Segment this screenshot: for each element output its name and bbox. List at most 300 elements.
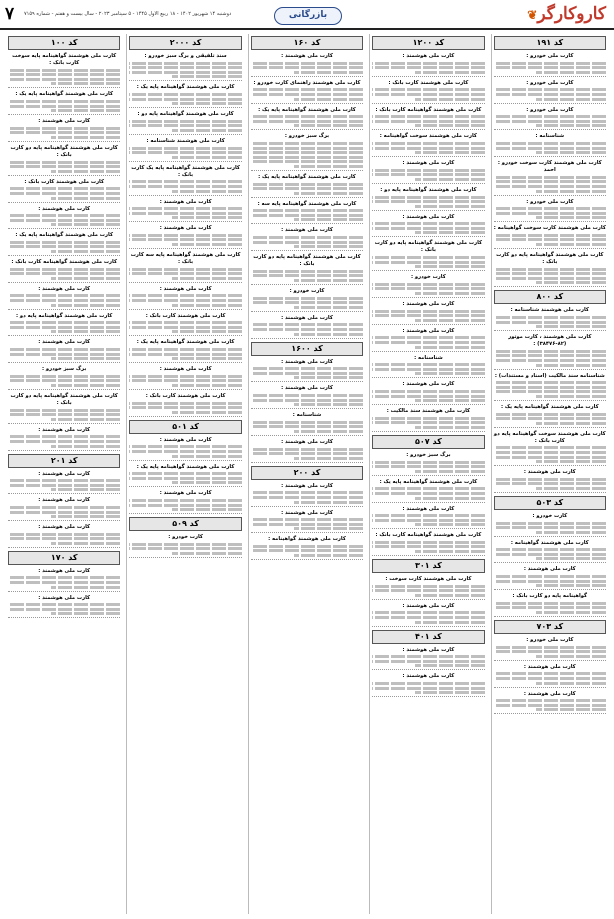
text-line xyxy=(372,227,484,230)
text-line xyxy=(494,180,606,183)
text-line xyxy=(172,552,242,555)
ad-body xyxy=(8,435,120,447)
classified-ad xyxy=(8,471,120,495)
classified-ad xyxy=(251,227,363,251)
text-line xyxy=(415,292,485,295)
text-line xyxy=(8,299,120,302)
text-line xyxy=(372,93,484,96)
classified-ad xyxy=(251,510,363,534)
ad-body xyxy=(494,522,606,534)
text-line xyxy=(51,542,121,545)
ad-body xyxy=(8,161,120,173)
ad-body xyxy=(251,491,363,503)
code-header: کد ۵۰۹ xyxy=(129,517,241,531)
text-line xyxy=(536,708,606,711)
text-line xyxy=(494,672,606,675)
ad-title: کارت ملی هوشمند کارت سوخت خودرو : احمد xyxy=(497,160,602,174)
text-line xyxy=(494,142,606,145)
text-line xyxy=(372,687,484,690)
text-line xyxy=(129,477,241,480)
text-line xyxy=(372,395,484,398)
ad-title: کارت ملی هوشمند : xyxy=(159,198,212,205)
text-line xyxy=(372,120,484,123)
text-line xyxy=(251,496,363,499)
text-line xyxy=(8,576,120,579)
ad-title: کارت ملی هوشمند : xyxy=(281,53,333,59)
ad-body xyxy=(8,187,120,199)
text-line xyxy=(129,185,241,188)
ad-title: کارت ملی هوشمند : xyxy=(38,118,91,125)
text-line xyxy=(372,256,484,259)
text-line xyxy=(172,190,242,193)
column xyxy=(491,34,608,914)
text-line xyxy=(129,180,241,183)
ad-title: شناسنامه سند مالکیت (اسناد و مستندات) : xyxy=(494,372,605,379)
ad-body xyxy=(494,176,606,193)
ad-body xyxy=(494,88,606,100)
text-line xyxy=(415,497,485,500)
text-line xyxy=(251,187,363,190)
text-line xyxy=(129,294,241,297)
classified-ad xyxy=(494,513,606,537)
ad-body xyxy=(372,682,484,694)
ad-body xyxy=(372,655,484,667)
ad-body xyxy=(129,472,241,484)
ad-title: کارت خودرو : xyxy=(532,512,568,519)
ad-body xyxy=(494,234,606,246)
text-line xyxy=(8,348,120,351)
classified-ad xyxy=(129,53,241,81)
text-line xyxy=(372,616,484,619)
text-line xyxy=(172,102,242,105)
classified-ad xyxy=(372,576,484,600)
classified-ad xyxy=(129,490,241,514)
text-line xyxy=(536,243,606,246)
classified-ad xyxy=(129,313,241,337)
text-line xyxy=(172,481,242,484)
text-line xyxy=(372,200,484,203)
ad-title: کارت ملی هوشمند : xyxy=(159,490,212,497)
ad-title: کارت ملی هوشمند : xyxy=(38,426,91,433)
ad-body xyxy=(372,88,484,100)
text-line xyxy=(251,301,363,304)
text-line xyxy=(251,328,363,331)
classified-ad xyxy=(129,225,241,249)
text-line xyxy=(129,234,241,237)
masthead-title: کاروکارگر xyxy=(537,4,606,24)
ad-title: کارت ملی هوشمند گواهینامه پایه یک : xyxy=(136,463,235,470)
classified-ad xyxy=(494,540,606,564)
ad-title: کارت ملی هوشمند : xyxy=(281,509,333,516)
text-line xyxy=(536,655,606,658)
ad-title: کارت ملی هوشمند : xyxy=(402,213,455,220)
text-line xyxy=(536,395,606,398)
text-line xyxy=(494,316,606,319)
classified-ad xyxy=(494,431,606,466)
classified-ad xyxy=(8,497,120,521)
code-header: کد ۱۰۰ xyxy=(8,36,120,50)
ad-body xyxy=(494,478,606,490)
text-line xyxy=(372,66,484,69)
text-line xyxy=(8,192,120,195)
text-line xyxy=(494,238,606,241)
text-line xyxy=(8,375,120,378)
column xyxy=(126,34,243,914)
ad-title: کارت ملی هوشمند شناسنامه : xyxy=(510,307,589,314)
text-line xyxy=(372,465,484,468)
ad-title: کارت خودرو : xyxy=(289,288,325,295)
text-line xyxy=(129,120,241,123)
text-line xyxy=(372,611,484,614)
text-line xyxy=(494,553,606,556)
text-line xyxy=(415,399,485,402)
text-line xyxy=(372,314,484,317)
ad-title: کارت ملی هوشمند گواهینامه پایه یک : xyxy=(379,478,478,485)
ad-title: کارت ملی هوشمند : xyxy=(402,301,455,308)
text-line xyxy=(372,421,484,424)
ad-title: کارت ملی هوشمند : xyxy=(402,673,455,680)
text-line xyxy=(536,216,606,219)
ad-body xyxy=(129,294,241,306)
column xyxy=(369,34,486,914)
text-line xyxy=(129,272,241,275)
text-line xyxy=(172,411,242,414)
ad-body xyxy=(494,381,606,398)
masthead-logo xyxy=(525,4,606,24)
ad-body xyxy=(129,93,241,105)
text-line xyxy=(8,214,120,217)
text-line xyxy=(294,457,364,460)
text-line xyxy=(129,326,241,329)
code-header: کد ۲۰۰۰ xyxy=(129,36,241,50)
text-line xyxy=(172,243,242,246)
ad-title: کارت ملی هوشمند : xyxy=(159,285,212,292)
text-line xyxy=(536,151,606,154)
ad-body xyxy=(372,62,484,74)
text-line xyxy=(172,330,242,333)
classified-ad xyxy=(129,339,241,363)
text-line xyxy=(294,554,364,557)
classified-ad xyxy=(129,534,241,558)
ad-body xyxy=(494,575,606,587)
ad-body xyxy=(251,62,363,74)
text-line xyxy=(415,205,485,208)
ad-body xyxy=(494,115,606,127)
classified-ad xyxy=(129,199,241,223)
text-line xyxy=(251,88,363,91)
ad-body xyxy=(372,585,484,597)
text-line xyxy=(415,426,485,429)
ad-title: کارت ملی هوشمند گواهینامه پایه یک : xyxy=(258,106,356,113)
ad-title: کارت ملی هوشمند : xyxy=(38,594,91,601)
classified-ad xyxy=(251,201,363,225)
text-line xyxy=(129,212,241,215)
code-header: کد ۲۰۱ xyxy=(8,454,120,468)
classified-ad xyxy=(251,133,363,171)
ad-title: کارت ملی هوشمند : xyxy=(281,385,333,392)
ad-body xyxy=(494,672,606,684)
text-line xyxy=(251,160,363,163)
ad-title: کارت ملی هوشمند : xyxy=(38,470,91,477)
text-line xyxy=(294,98,364,101)
ad-title: کارت خودرو : xyxy=(168,534,203,541)
text-line xyxy=(294,245,364,248)
text-line xyxy=(8,131,120,134)
text-line xyxy=(494,677,606,680)
text-line xyxy=(51,445,121,448)
text-line xyxy=(536,71,606,74)
text-line xyxy=(536,281,606,284)
ad-title: کارت ملی هوشمند : xyxy=(523,566,576,573)
text-line xyxy=(494,650,606,653)
text-line xyxy=(8,603,120,606)
classified-ad xyxy=(129,437,241,461)
text-line xyxy=(415,231,485,234)
text-line xyxy=(172,129,242,132)
text-line xyxy=(494,548,606,551)
ad-title: کارت ملی هوشمند گواهینامه پایه دو کارت بانک : xyxy=(253,254,361,268)
ad-title: کارت ملی هوشمند راهنمای کارت خودرو : xyxy=(253,79,361,86)
text-line xyxy=(129,499,241,502)
classified-ad xyxy=(8,427,120,451)
ad-title: کارت ملی هوشمند : xyxy=(281,482,333,489)
text-line xyxy=(8,219,120,222)
text-line xyxy=(294,403,364,406)
classified-ad xyxy=(494,160,606,195)
ad-title: کارت ملی هوشمند گواهینامه پایه دو : xyxy=(16,312,113,319)
classified-ad xyxy=(251,483,363,507)
classified-ad xyxy=(251,288,363,312)
text-line xyxy=(415,124,485,127)
ad-body xyxy=(129,543,241,555)
classified-ad xyxy=(8,118,120,142)
ad-body xyxy=(372,417,484,429)
text-line xyxy=(536,460,606,463)
ad-title: کارت ملی هوشمند گواهینامه پایه دو کارت بانک : xyxy=(10,144,118,158)
classified-ad xyxy=(372,381,484,405)
text-line xyxy=(172,75,242,78)
text-line xyxy=(251,241,363,244)
ad-body xyxy=(251,115,363,127)
ad-title: برگ سبز خودرو : xyxy=(406,451,451,458)
ad-body xyxy=(8,100,120,112)
ad-title: کارت ملی هوشمند سوخت گواهینامه پایه دو کارت بانک : xyxy=(493,430,606,444)
text-line xyxy=(372,487,484,490)
text-line xyxy=(494,350,606,353)
ad-body xyxy=(8,375,120,387)
classified-ad xyxy=(8,366,120,390)
text-line xyxy=(494,88,606,91)
text-line xyxy=(494,413,606,416)
code-header: کد ۱۶۰ xyxy=(251,36,363,50)
classified-ad xyxy=(8,179,120,203)
text-line xyxy=(536,190,606,193)
section-badge: بازرگانی xyxy=(274,7,342,25)
text-line xyxy=(8,511,120,514)
text-line xyxy=(129,147,241,150)
code-header: کد ۴۰۱ xyxy=(372,630,484,644)
text-line xyxy=(494,522,606,525)
classified-ad xyxy=(494,199,606,223)
ad-body xyxy=(494,142,606,154)
text-line xyxy=(251,367,363,370)
text-line xyxy=(294,71,364,74)
text-line xyxy=(372,655,484,658)
ad-title: کارت ملی هوشمند : xyxy=(402,646,455,653)
ad-title: کارت ملی هوشمند گواهینامه پایه سوخت کارت بانک : xyxy=(12,53,117,66)
text-line xyxy=(372,417,484,420)
text-line xyxy=(251,448,363,451)
ad-title: کارت ملی هوشمند : xyxy=(402,160,455,167)
text-line xyxy=(51,170,121,173)
text-line xyxy=(51,197,121,200)
ad-title: کارت ملی هوشمند گواهینامه کارت بانک : xyxy=(11,259,118,266)
ad-body xyxy=(8,603,120,615)
text-line xyxy=(372,287,484,290)
ad-body xyxy=(251,297,363,309)
classified-ad xyxy=(494,637,606,661)
text-line xyxy=(129,445,241,448)
text-line xyxy=(294,218,364,221)
text-line xyxy=(536,364,606,367)
classified-ad xyxy=(372,355,484,379)
text-line xyxy=(494,62,606,65)
code-header: کد ۵۰۱ xyxy=(129,420,241,434)
text-line xyxy=(172,455,242,458)
text-line xyxy=(129,321,241,324)
text-line xyxy=(494,212,606,215)
ad-body xyxy=(372,142,484,154)
classified-ad xyxy=(8,313,120,337)
ad-title: کارت ملی هوشمند : xyxy=(38,205,91,212)
text-line xyxy=(494,234,606,237)
classified-ad xyxy=(372,274,484,298)
ad-body xyxy=(251,142,363,168)
classified-ad xyxy=(494,225,606,249)
ad-title: کارت ملی هوشمند : xyxy=(523,469,576,476)
text-line xyxy=(494,602,606,605)
classified-ad xyxy=(129,84,241,108)
ad-title: کارت ملی هوشمند گواهینامه پایه یک : xyxy=(15,91,113,98)
classified-ad xyxy=(494,80,606,104)
text-line xyxy=(129,207,241,210)
text-line xyxy=(129,299,241,302)
text-line xyxy=(494,93,606,96)
ad-title: کارت ملی هوشمند گواهینامه پایه دو : xyxy=(137,111,234,118)
text-line xyxy=(494,120,606,123)
text-line xyxy=(494,478,606,481)
classified-ad xyxy=(372,452,484,476)
code-header: کد ۵۰۷ xyxy=(372,435,484,449)
ad-body xyxy=(129,62,241,79)
text-line xyxy=(129,543,241,546)
ad-title: گواهینامه پایه دو کارت بانک : xyxy=(512,593,588,600)
text-line xyxy=(129,71,241,74)
page-number: ۷ xyxy=(5,4,15,24)
ad-title: کارت ملی خودرو : xyxy=(526,53,574,59)
ad-title: کارت ملی هوشمند : xyxy=(402,53,455,59)
text-line xyxy=(8,409,120,412)
text-line xyxy=(494,277,606,280)
text-line xyxy=(372,62,484,65)
text-line xyxy=(536,325,606,328)
text-line xyxy=(8,187,120,190)
ad-body xyxy=(8,409,120,421)
ad-body xyxy=(8,294,120,306)
text-line xyxy=(8,100,120,103)
ad-title: کارت ملی هوشمند گواهینامه پایه یک کارت بانک : xyxy=(131,164,240,178)
classified-ad xyxy=(372,80,484,104)
classified-ad xyxy=(372,408,484,432)
text-line xyxy=(51,357,121,360)
classified-ad xyxy=(129,252,241,283)
ad-title: کارت ملی هوشمند گواهینامه پایه یک : xyxy=(15,232,113,239)
text-line xyxy=(251,120,363,123)
ad-body xyxy=(129,180,241,192)
text-line xyxy=(494,699,606,702)
text-line xyxy=(172,156,242,159)
text-line xyxy=(8,161,120,164)
text-line xyxy=(8,105,120,108)
text-line xyxy=(415,664,485,667)
code-header: کد ۸۰۰ xyxy=(494,290,606,304)
text-line xyxy=(415,470,485,473)
ad-title: شناسنامه : xyxy=(292,412,322,419)
classified-ad xyxy=(251,315,363,339)
text-line xyxy=(372,341,484,344)
classified-ad xyxy=(8,232,120,256)
text-line xyxy=(251,274,363,277)
text-line xyxy=(251,545,363,548)
ad-title: کارت ملی هوشمند : xyxy=(281,438,333,445)
text-line xyxy=(129,66,241,69)
text-line xyxy=(536,124,606,127)
classified-ad xyxy=(494,593,606,617)
text-line xyxy=(372,196,484,199)
text-line xyxy=(51,330,121,333)
text-line xyxy=(251,183,363,186)
text-line xyxy=(8,294,120,297)
ad-body xyxy=(494,413,606,425)
classified-ad xyxy=(494,107,606,131)
ad-title: کارت ملی هوشمند سوخت گواهینامه : xyxy=(379,133,477,140)
text-line xyxy=(129,375,241,378)
ad-body xyxy=(251,323,363,335)
ad-body xyxy=(372,196,484,208)
text-line xyxy=(51,304,121,307)
classified-ad xyxy=(8,524,120,548)
ad-body xyxy=(251,421,363,433)
text-line xyxy=(494,456,606,459)
text-line xyxy=(8,78,120,81)
ad-body xyxy=(372,514,484,526)
classified-ad xyxy=(494,664,606,688)
ad-title: کارت ملی هوشمند ، کارت موتور (۸۲-۳۸۴۷۶) : xyxy=(508,334,592,348)
text-line xyxy=(251,142,363,145)
classified-ad xyxy=(372,647,484,671)
ad-body xyxy=(494,446,606,463)
classified-ad xyxy=(372,532,484,556)
text-line xyxy=(372,514,484,517)
ad-body xyxy=(8,268,120,280)
dateline: دوشنبه ۱۴ شهریور ۱۴۰۲ - ۱۸ ربیع الاول ۱۴۴۵ - ۵ سپتامبر ۲۰۲۳ - سال بیست و هفتم - شماره ۷۱۵۹ xyxy=(24,11,232,17)
text-line xyxy=(8,268,120,271)
text-line xyxy=(129,98,241,101)
ad-title: کارت خودرو : xyxy=(411,274,446,281)
classified-columns xyxy=(6,34,608,914)
text-line xyxy=(8,165,120,168)
text-line xyxy=(51,488,121,491)
